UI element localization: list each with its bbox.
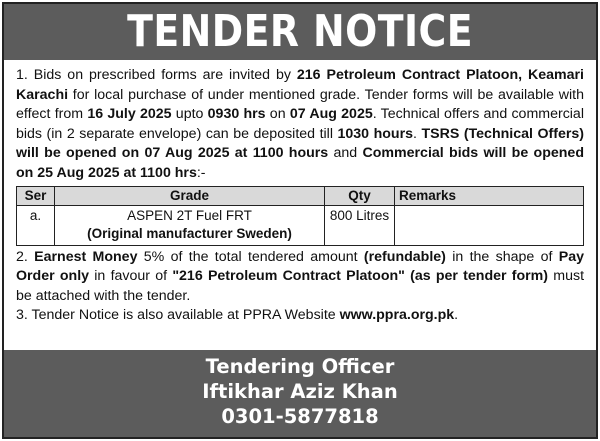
header-remarks: Remarks xyxy=(395,186,584,205)
cell-remarks xyxy=(395,205,584,245)
officer-title: Tendering Officer xyxy=(205,355,395,378)
header-grade: Grade xyxy=(55,186,325,205)
para2-text-1: 2. xyxy=(16,248,35,265)
para1-text-2: for local purchase of under mentioned grade. Tender forms will be available with effect from xyxy=(16,86,584,123)
para1-text-3: upto xyxy=(171,106,208,123)
title-banner xyxy=(4,4,596,60)
table-header-row xyxy=(17,186,584,205)
payee-label: "216 Petroleum Contract Platoon" (as per tender form) xyxy=(172,268,549,285)
para1-text-4: on xyxy=(265,106,290,123)
para2-text-4: in favour of xyxy=(89,268,173,285)
grade-name: ASPEN 2T Fuel FRT xyxy=(127,207,252,223)
cell-ser: a. xyxy=(17,205,55,245)
officer-phone: 0301-5877818 xyxy=(221,405,379,428)
earnest-money-label: Earnest Money xyxy=(34,248,138,265)
technical-opening: TSRS (Technical Offers) will be opened on 07 Aug 2025 at 1100 hours xyxy=(16,125,584,162)
cell-qty: 800 Litres xyxy=(325,205,395,245)
para2-text-3: in the shape of xyxy=(445,248,559,265)
table-row xyxy=(17,205,584,245)
end-time: 0930 hrs xyxy=(207,106,266,123)
header-qty: Qty xyxy=(325,186,395,205)
paragraph-2 xyxy=(16,248,584,307)
end-date: 07 Aug 2025 xyxy=(289,106,373,123)
items-table xyxy=(16,186,584,246)
paragraph-3 xyxy=(16,306,584,326)
ppra-website-link: www.ppra.org.pk xyxy=(339,307,455,324)
start-date: 16 July 2025 xyxy=(87,106,172,123)
cell-grade xyxy=(55,205,325,245)
para3-text-1: 3. Tender Notice is also available at PPRA Website xyxy=(16,307,340,324)
contact-banner xyxy=(4,350,596,437)
grade-note: (Original manufacturer Sweden) xyxy=(87,225,292,241)
commercial-opening: Commercial bids will be opened on 25 Aug 2025 at 1100 hrs xyxy=(16,145,584,181)
officer-name: Iftikhar Aziz Khan xyxy=(202,380,398,403)
para1-text-6: . xyxy=(413,125,422,142)
deposit-time: 1030 hours xyxy=(337,125,413,142)
para2-text-2: 5% of the total tendered amount xyxy=(137,248,364,265)
para1-text-7: and xyxy=(328,145,363,162)
para1-text-5: . Technical offers and commercial bids (in 2 separate envelope) can be deposited till xyxy=(16,106,584,142)
para1-text-8: :- xyxy=(196,164,206,181)
issuing-unit: 216 Petroleum Contract Platoon, Keamari Karachi xyxy=(16,67,584,103)
para1-text-1: 1. Bids on prescribed forms are invited by xyxy=(16,67,297,83)
refundable-label: (refundable) xyxy=(363,248,446,265)
pay-order-label: Pay Order only xyxy=(16,248,585,285)
paragraph-1 xyxy=(16,66,584,184)
header-ser: Ser xyxy=(17,186,55,205)
para2-text-5: must be attached with the tender. xyxy=(16,268,585,304)
tender-notice xyxy=(2,2,598,439)
notice-body xyxy=(4,60,596,326)
para3-text-2: . xyxy=(454,307,459,324)
page-title: TENDER NOTICE xyxy=(127,6,473,57)
